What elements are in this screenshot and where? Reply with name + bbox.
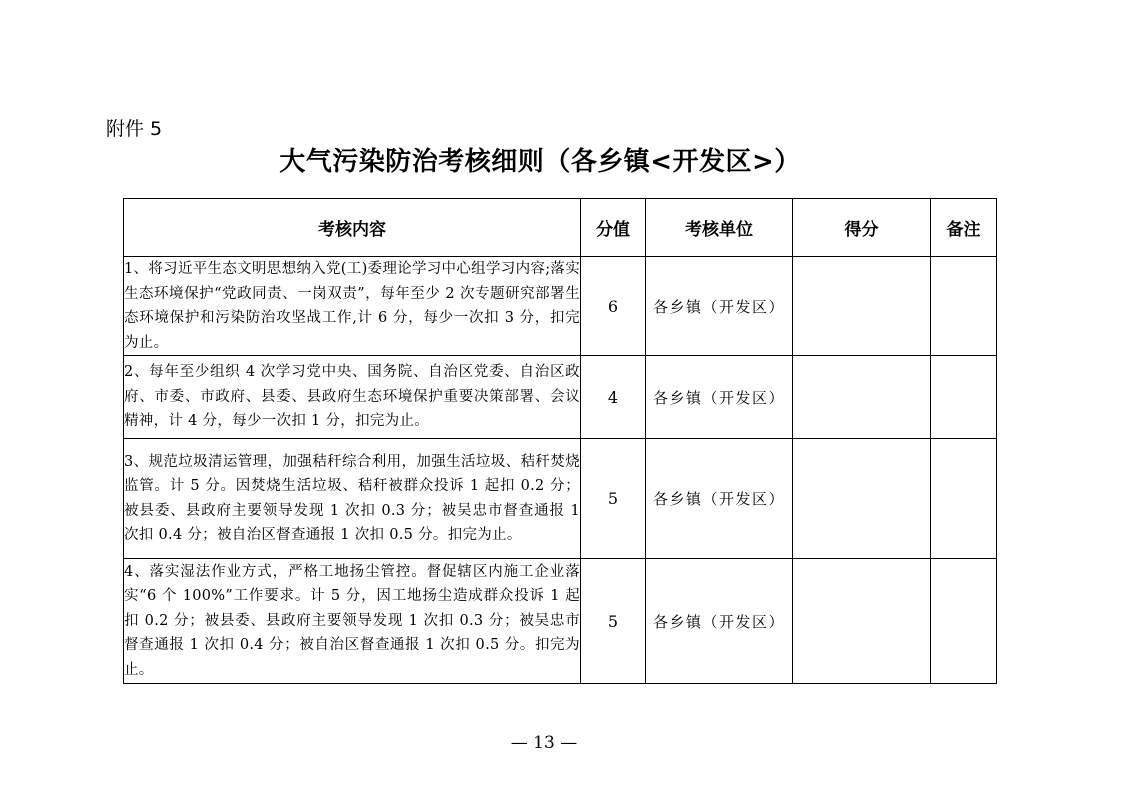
row-content: 3、规范垃圾清运管理，加强秸秆综合利用，加强生活垃圾、秸秆焚烧监管。计 5 分。因焚烧生活垃圾、秸秆被群众投诉 1 起扣 0.2 分；被县委、县政府主要领导发现 1 次扣 0.3 分；被吴忠市督查通报 1 次扣 0.4 分；被自治区督查通报 1 次扣 0.5 分。扣完为止。 (124, 439, 581, 559)
page-number: — 13 — (510, 733, 578, 753)
row-score: 4 (581, 356, 646, 439)
row-remark-cell (931, 439, 997, 559)
document-title: 大气污染防治考核细则（各乡镇<开发区>） (279, 147, 801, 177)
header-obtained: 得分 (793, 199, 931, 257)
table-row (124, 356, 997, 439)
attachment-label: 附件 5 (106, 118, 163, 140)
table-header-row (124, 199, 997, 257)
row-score: 5 (581, 559, 646, 684)
row-obtained-cell (793, 257, 931, 356)
row-unit: 各乡镇（开发区） (646, 257, 793, 356)
row-remark-cell (931, 356, 997, 439)
row-content: 4、落实湿法作业方式，严格工地扬尘管控。督促辖区内施工企业落实“6 个 100%”工作要求。计 5 分，因工地扬尘造成群众投诉 1 起扣 0.2 分；被县委、县政府主要领导发现 1 次扣 0.3 分；被吴忠市督查通报 1 次扣 0.4 分；被自治区督查通报 1 次扣 0.5 分。扣完为止。 (124, 559, 581, 684)
table-row (124, 257, 997, 356)
row-score: 5 (581, 439, 646, 559)
row-obtained-cell (793, 439, 931, 559)
header-remark: 备注 (931, 199, 997, 257)
assessment-table (123, 198, 997, 684)
table-row (124, 439, 997, 559)
row-unit: 各乡镇（开发区） (646, 356, 793, 439)
row-remark-cell (931, 257, 997, 356)
row-score: 6 (581, 257, 646, 356)
row-obtained-cell (793, 356, 931, 439)
row-unit: 各乡镇（开发区） (646, 439, 793, 559)
row-content: 1、将习近平生态文明思想纳入党(工)委理论学习中心组学习内容;落实生态环境保护“党政同责、一岗双责”，每年至少 2 次专题研究部署生态环境保护和污染防治攻坚战工作,计 6 分，每少一次扣 3 分，扣完为止。 (124, 257, 581, 356)
header-content: 考核内容 (124, 199, 581, 257)
row-content: 2、每年至少组织 4 次学习党中央、国务院、自治区党委、自治区政府、市委、市政府、县委、县政府生态环境保护重要决策部署、会议精神，计 4 分，每少一次扣 1 分，扣完为止。 (124, 356, 581, 439)
header-score: 分值 (581, 199, 646, 257)
header-unit: 考核单位 (646, 199, 793, 257)
row-obtained-cell (793, 559, 931, 684)
table-row (124, 559, 997, 684)
row-remark-cell (931, 559, 997, 684)
row-unit: 各乡镇（开发区） (646, 559, 793, 684)
